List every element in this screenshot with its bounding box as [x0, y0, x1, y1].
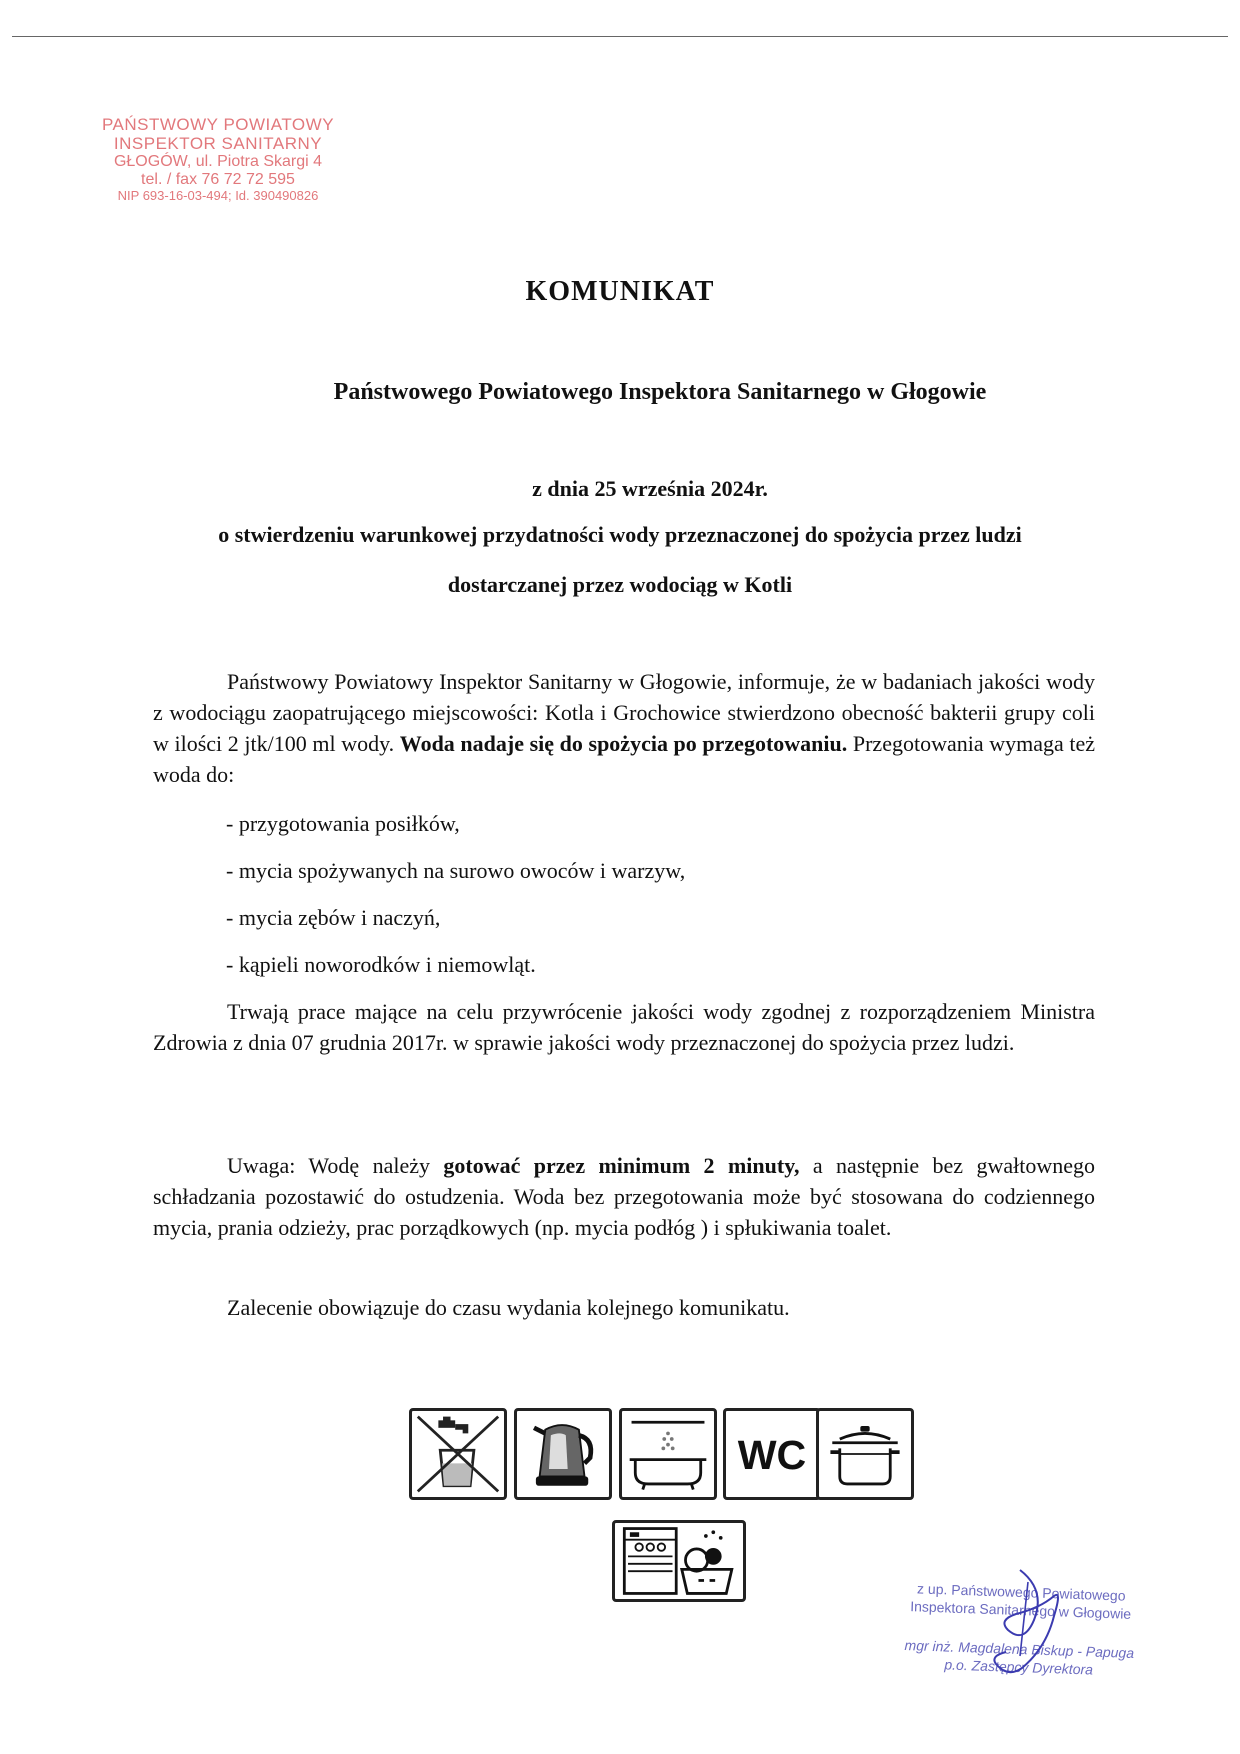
no-tap-water-icon	[409, 1408, 507, 1500]
signature-line-2: Inspektora Sanitarnego w Głogowie	[909, 1597, 1132, 1622]
paragraph-validity: Zalecenie obowiązuje do czasu wydania kolejnego komunikatu.	[227, 1295, 790, 1320]
list-item: - mycia spożywanych na surowo owoców i warzyw,	[226, 858, 686, 883]
document-title: KOMUNIKAT	[525, 276, 715, 307]
signature-line-1: z up. Państwowego Powiatowego	[916, 1580, 1126, 1604]
paragraph-findings	[153, 666, 1095, 790]
paragraph-warning	[153, 1150, 1095, 1243]
bath-icon	[619, 1408, 717, 1500]
paragraph-findings-tail: Przegotowania wymaga też woda do:	[153, 731, 1096, 787]
paragraph-warning-before: Uwaga: Wodę należy	[227, 1153, 444, 1178]
top-rule	[12, 36, 1228, 37]
paragraph-findings-bold: Woda nadaje się do spożycia po przegotowaniu.	[399, 731, 848, 756]
kettle-icon	[514, 1408, 612, 1500]
stamp-line-1: PAŃSTWOWY POWIATOWY	[101, 115, 335, 134]
paragraph-warning-bold: gotować przez minimum 2 minuty,	[443, 1153, 800, 1178]
cooking-pot-icon	[816, 1408, 914, 1500]
stamp-line-2: INSPEKTOR SANITARNY	[113, 134, 323, 154]
stamp-line-3: GŁOGÓW, ul. Piotra Skargi 4	[113, 153, 323, 171]
document-subject-line-1: o stwierdzeniu warunkowej przydatności wody przeznaczonej do spożycia przez ludzi	[218, 522, 1022, 547]
wc-label: WC	[737, 1431, 807, 1478]
signature-line-3: mgr inż. Magdalena Biskup - Papuga	[904, 1636, 1135, 1661]
paragraph-findings-text: Państwowy Powiatowy Inspektor Sanitarny w Głogowie, informuje, że w badaniach jakości wody z wodociągu zaopatrującego miejscowości: Kotla i Grochowice stwierdzono obecność bakterii grupy coli w ilości 2 jtk/100 ml wody.	[153, 669, 1095, 756]
document-subject-line-2: dostarczanej przez wodociąg w Kotli	[447, 572, 793, 597]
dishwasher-icon	[612, 1520, 746, 1602]
handwritten-signature	[950, 1560, 1090, 1690]
stamp-line-5: NIP 693-16-03-494; Id. 390490826	[117, 187, 319, 203]
document-date: z dnia 25 września 2024r.	[532, 476, 768, 501]
list-item: - przygotowania posiłków,	[226, 811, 460, 836]
signature-line-4: p.o. Zastępcy Dyrektora	[944, 1655, 1094, 1678]
paragraph-works: Trwają prace mające na celu przywrócenie jakości wody zgodnej z rozporządzeniem Ministra Zdrowia z dnia 07 grudnia 2017r. w sprawie jakości wody przeznaczonej do spożycia przez ludzi.	[153, 999, 1095, 1055]
paragraph-warning-after: a następnie bez gwałtownego schładzania pozostawić do ostudzenia. Woda bez przegotowania może być stosowana do codziennego mycia, prania odzieży, prac porządkowych (np. mycia podłóg ) i spłukiwania toalet.	[153, 1153, 1095, 1240]
institution-stamp	[78, 115, 358, 203]
list-item: - kąpieli noworodków i niemowląt.	[226, 952, 536, 977]
list-item: - mycia zębów i naczyń,	[226, 905, 441, 930]
document-subtitle: Państwowego Powiatowego Inspektora Sanitarnego w Głogowie	[333, 379, 987, 405]
wc-icon	[723, 1408, 821, 1500]
stamp-line-4: tel. / fax 76 72 72 595	[141, 170, 295, 188]
